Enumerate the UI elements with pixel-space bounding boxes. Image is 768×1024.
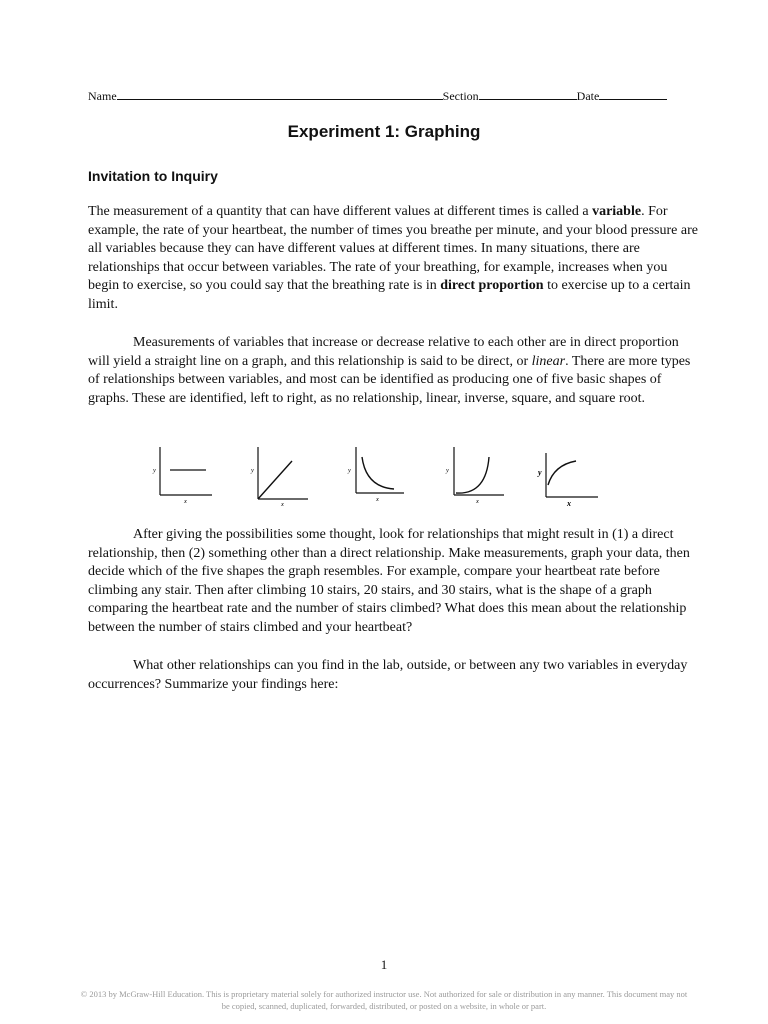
page-title: Experiment 1: Graphing: [287, 122, 481, 141]
student-info-line: [88, 88, 688, 104]
curve-line: [258, 461, 292, 499]
date-blank[interactable]: [599, 88, 667, 100]
paragraph-variables: [88, 203, 700, 315]
graph-square: [444, 445, 514, 505]
y-axis-label: y: [153, 467, 156, 474]
x-axis-label: x: [376, 496, 379, 503]
curve-line: [456, 457, 489, 493]
copyright-notice: © 2013 by McGraw-Hill Education. This is proprietary material solely for authorized instructor use. Not authorized for sale or distribution in any manner. This document may not be copied, scanned, duplicated, forwarded, distributed, or posted on a website, in whole or part.: [80, 989, 688, 1011]
graph-linear: [248, 445, 318, 508]
x-axis-label: x: [476, 498, 479, 505]
graph-inverse: [346, 445, 416, 505]
section-blank[interactable]: [479, 88, 577, 100]
paragraph-text: . For example, the rate of your heartbeat, the number of times you breathe per minute, and your blood pressure are all variables because they can have different values at different times. In many situations, there are relationships that occur between variables. The rate of your breathing, for example, increases when you begin to exercise, so you could say that the breathing rate is in: [88, 204, 698, 294]
graph-shapes-row: [150, 445, 610, 510]
x-axis-label: x: [184, 498, 187, 505]
paragraph-text: . There are more types of relationships between variables, and most can be identified as producing one of five basic shapes of graphs. These are identified, left to right, as no relationship, linear, inverse, square, and square root.: [88, 353, 691, 406]
section-heading: Invitation to Inquiry: [88, 168, 218, 184]
y-axis-label: y: [251, 467, 254, 474]
paragraph-text: to exercise up to a certain limit.: [88, 278, 691, 312]
term-linear: linear: [531, 353, 566, 369]
date-label: Date: [576, 89, 600, 103]
y-axis-label: y: [538, 468, 542, 477]
section-label: Section: [442, 89, 479, 103]
paragraph-text: The measurement of a quantity that can have different values at different times is called a: [88, 204, 593, 219]
y-axis-label: y: [446, 467, 449, 474]
term-variable: variable: [592, 204, 642, 219]
paragraph-text: Measurements of variables that increase or decrease relative to each other are in direct proportion will yield a straight line on a graph, and this relationship is said to be direct, or: [88, 335, 679, 369]
name-label: Name: [88, 89, 117, 103]
paragraph-stairs-example: After giving the possibilities some thought, look for relationships that might result in (1) a direct relationship, then (2) something other than a direct relationship. Make measurements, graph your data, then decide which of the five shapes the graph resembles. For example, compare your heartbeat rate before climbing any stair. Then after climbing 10 stairs, 20 stairs, and 30 stairs, what is the shape of a graph comparing the heartbeat rate and the number of stairs climbed? What does this mean about the relationship between the number of stairs climbed and your heartbeat?: [88, 527, 690, 635]
x-axis-label: x: [567, 499, 571, 508]
name-blank[interactable]: [117, 88, 443, 100]
graph-no-relationship: [150, 445, 220, 505]
curve-line: [362, 457, 394, 489]
graph-square-root: [536, 445, 616, 508]
x-axis-label: x: [281, 501, 284, 508]
y-axis-label: y: [348, 467, 351, 474]
paragraph-summary-prompt: What other relationships can you find in the lab, outside, or between any two variables in everyday occurrences? Summarize your findings here:: [88, 658, 688, 692]
curve-line: [548, 461, 576, 485]
term-direct-proportion: direct proportion: [440, 278, 544, 294]
paragraph-graph-shapes: [88, 334, 700, 408]
page-number: 1: [380, 957, 388, 972]
